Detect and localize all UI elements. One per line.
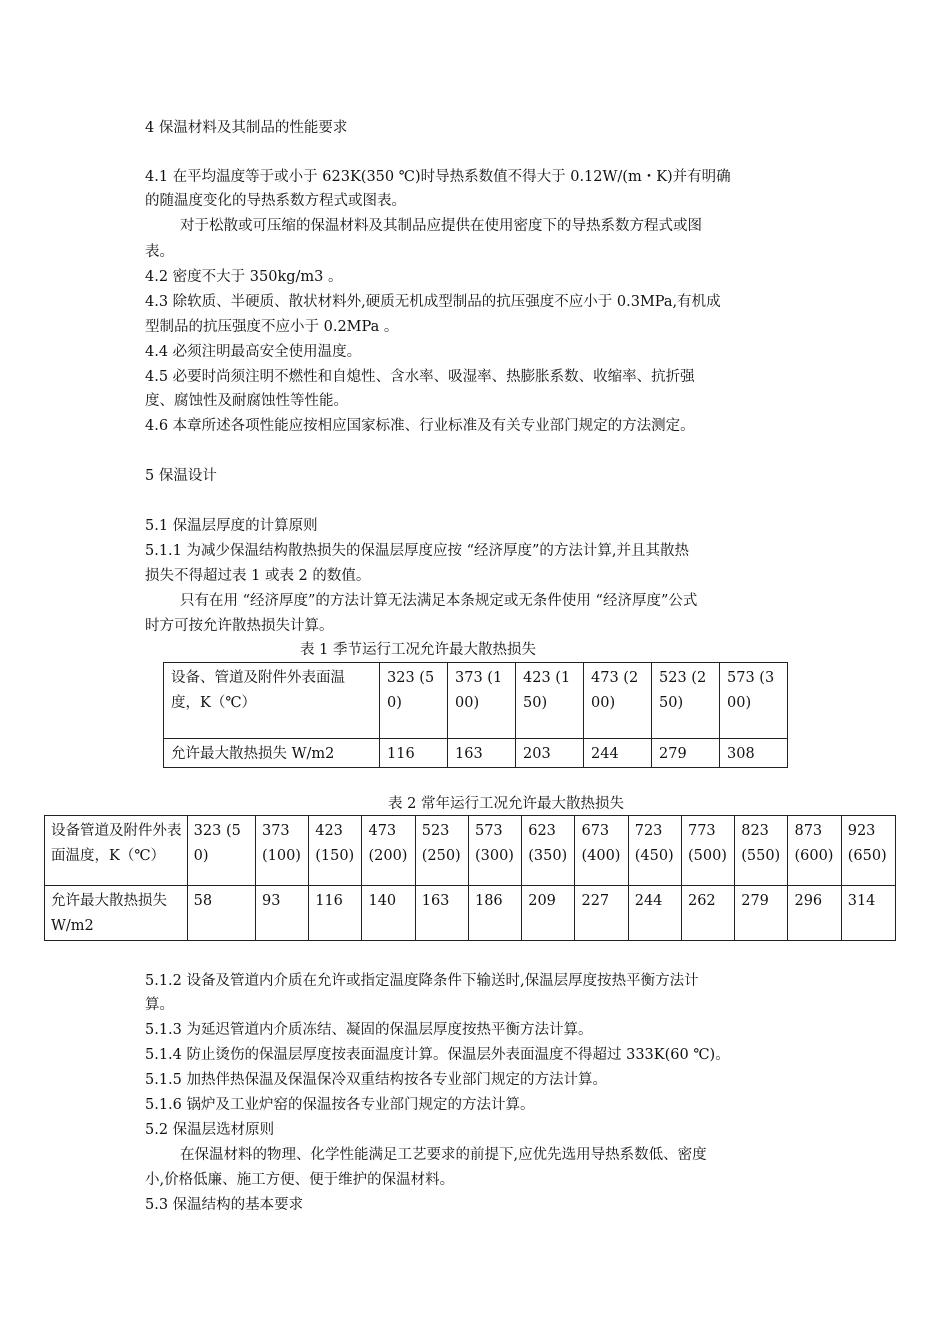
- paragraph-4-2: 4.2 密度不大于 350kg/m3 。: [145, 269, 343, 285]
- table-1-loss-cell: 308: [720, 739, 788, 768]
- table-1-temp-cell: 373 (100): [448, 663, 516, 739]
- paragraph-5-1-3: 5.1.3 为延迟管道内介质冻结、凝固的保温层厚度按热平衡方法计算。: [145, 1022, 593, 1038]
- paragraph-5-1-1-line3: 只有在用 “经济厚度”的方法计算无法满足本条规定或无条件使用 “经济厚度”公式: [180, 593, 698, 609]
- table-1-temp-cell: 323 (50): [380, 663, 448, 739]
- paragraph-5-2-line2: 小,价格低廉、施工方便、便于维护的保温材料。: [145, 1172, 455, 1188]
- table-2-loss-cell: 58: [187, 886, 255, 941]
- paragraph-4-4: 4.4 必须注明最高安全使用温度。: [145, 344, 362, 360]
- paragraph-5-1-1-line4: 时方可按允许散热损失计算。: [145, 618, 334, 634]
- table-2-temp-cell: 873 (600): [788, 816, 841, 886]
- paragraph-4-1-line2: 的随温度变化的导热系数方程式或图表。: [145, 193, 406, 209]
- table-2-header-cell: 允许最大散热损失 W/m2: [45, 886, 188, 941]
- table-2-temp-cell: 573 (300): [468, 816, 521, 886]
- table-2-temp-cell: 673 (400): [575, 816, 628, 886]
- table-2-loss-cell: 163: [415, 886, 468, 941]
- table-2-temp-cell: 773 (500): [681, 816, 734, 886]
- paragraph-4-1-line4: 表。: [145, 244, 174, 260]
- table-2-loss-cell: 93: [255, 886, 308, 941]
- table-2-loss-cell: 140: [362, 886, 415, 941]
- paragraph-4-5-line1: 4.5 必要时尚须注明不燃性和自熄性、含水率、吸湿率、热膨胀系数、收缩率、抗折强: [145, 369, 695, 385]
- paragraph-4-3-line2: 型制品的抗压强度不应小于 0.2MPa 。: [145, 319, 399, 335]
- table-1-temp-cell: 523 (250): [652, 663, 720, 739]
- paragraph-5-1-1-line2: 损失不得超过表 1 或表 2 的数值。: [145, 568, 371, 584]
- table-2-temp-cell: 923 (650): [841, 816, 895, 886]
- paragraph-5-2-line1: 在保温材料的物理、化学性能满足工艺要求的前提下,应优先选用导热系数低、密度: [180, 1147, 707, 1163]
- paragraph-5-1-6: 5.1.6 锅炉及工业炉窑的保温按各专业部门规定的方法计算。: [145, 1097, 535, 1113]
- table-1-loss-cell: 244: [584, 739, 652, 768]
- table-2-loss-cell: 209: [522, 886, 575, 941]
- table-1-header-cell: 允许最大散热损失 W/m2: [164, 739, 380, 768]
- table-1-loss-cell: 203: [516, 739, 584, 768]
- table-2-loss-cell: 116: [309, 886, 362, 941]
- paragraph-5-3: 5.3 保温结构的基本要求: [145, 1197, 304, 1213]
- table-2-loss-cell: 227: [575, 886, 628, 941]
- table-2-temp-cell: 473 (200): [362, 816, 415, 886]
- table-2-temp-cell: 823 (550): [735, 816, 788, 886]
- paragraph-5-1-5: 5.1.5 加热伴热保温及保温保冷双重结构按各专业部门规定的方法计算。: [145, 1072, 608, 1088]
- table-1-temperature-row: [164, 663, 788, 739]
- table-2-temp-cell: 323 (50): [187, 816, 255, 886]
- table-2-loss-cell: 296: [788, 886, 841, 941]
- table-2-temp-cell: 423 (150): [309, 816, 362, 886]
- table-2-temp-cell: 373 (100): [255, 816, 308, 886]
- paragraph-5-1: 5.1 保温层厚度的计算原则: [145, 518, 318, 534]
- table-2-loss-cell: 262: [681, 886, 734, 941]
- table-1: [163, 662, 788, 768]
- table-1-loss-row: [164, 739, 788, 768]
- paragraph-5-1-2-line1: 5.1.2 设备及管道内介质在允许或指定温度降条件下输送时,保温层厚度按热平衡方法计: [145, 973, 699, 989]
- paragraph-4-6: 4.6 本章所述各项性能应按相应国家标准、行业标准及有关专业部门规定的方法测定。: [145, 418, 695, 434]
- table-1-loss-cell: 116: [380, 739, 448, 768]
- paragraph-5-1-2-line2: 算。: [145, 997, 174, 1013]
- paragraph-4-3-line1: 4.3 除软质、半硬质、散状材料外,硬质无机成型制品的抗压强度不应小于 0.3MPa,有机成: [145, 294, 721, 310]
- table-2-loss-cell: 244: [628, 886, 681, 941]
- table-2-caption: 表 2 常年运行工况允许最大散热损失: [388, 796, 624, 812]
- paragraph-5-2: 5.2 保温层选材原则: [145, 1122, 275, 1138]
- table-1-temp-cell: 423 (150): [516, 663, 584, 739]
- paragraph-5-1-1-line1: 5.1.1 为减少保温结构散热损失的保温层厚度应按 “经济厚度”的方法计算,并且其散热: [145, 543, 690, 559]
- table-2-temp-cell: 623 (350): [522, 816, 575, 886]
- table-2: [44, 815, 896, 941]
- table-1-caption: 表 1 季节运行工况允许最大散热损失: [300, 642, 536, 658]
- table-1-header-cell: 设备、管道及附件外表面温度，K（℃）: [164, 663, 380, 739]
- section-4-heading: 4 保温材料及其制品的性能要求: [145, 120, 348, 136]
- table-2-loss-cell: 279: [735, 886, 788, 941]
- table-2-loss-row: [45, 886, 896, 941]
- paragraph-4-5-line2: 度、腐蚀性及耐腐蚀性等性能。: [145, 393, 348, 409]
- table-2-temperature-row: [45, 816, 896, 886]
- table-2-header-cell: 设备管道及附件外表面温度，K（℃）: [45, 816, 188, 886]
- table-2-loss-cell: 314: [841, 886, 895, 941]
- table-1-temp-cell: 473 (200): [584, 663, 652, 739]
- table-1-loss-cell: 163: [448, 739, 516, 768]
- paragraph-4-1-line1: 4.1 在平均温度等于或小于 623K(350 ℃)时导热系数值不得大于 0.12W/(m・K)并有明确: [145, 169, 731, 185]
- table-2-temp-cell: 723 (450): [628, 816, 681, 886]
- table-1-temp-cell: 573 (300): [720, 663, 788, 739]
- section-5-heading: 5 保温设计: [145, 468, 217, 484]
- table-2-loss-cell: 186: [468, 886, 521, 941]
- paragraph-4-1-line3: 对于松散或可压缩的保温材料及其制品应提供在使用密度下的导热系数方程式或图: [180, 218, 702, 234]
- table-1-loss-cell: 279: [652, 739, 720, 768]
- table-2-temp-cell: 523 (250): [415, 816, 468, 886]
- paragraph-5-1-4: 5.1.4 防止烫伤的保温层厚度按表面温度计算。保温层外表面温度不得超过 333K(60 ℃)。: [145, 1047, 730, 1063]
